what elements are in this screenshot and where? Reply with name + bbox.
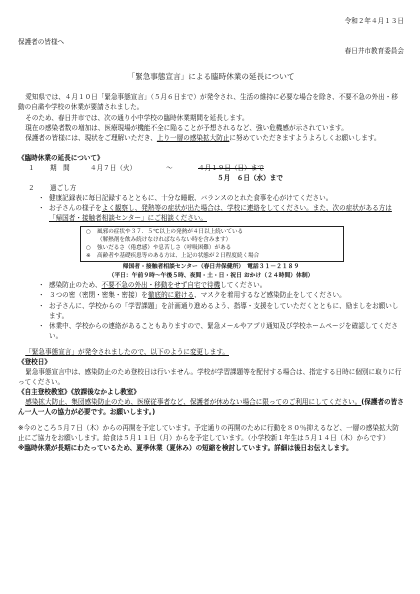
list-item-text: お子さんに、学校からの「学習課題」を計画通り進めるよう、指導・支援をしていただくとともに、励ましをお願いします。 [49, 301, 399, 320]
period-row [18, 163, 404, 173]
sender: 春日井市教育委員会 [344, 47, 404, 56]
list-item [18, 290, 404, 300]
list-item-text-part: ３つの密（密閉・密集・密接）を [49, 291, 148, 300]
list-item [18, 193, 404, 203]
extension-section [18, 153, 404, 341]
bullet: ・ [38, 291, 45, 300]
bullet: ・ [38, 204, 45, 213]
self-study-bold-text: (保護者の皆さん一人一人の協力が必要です。お願いします。) [18, 398, 404, 417]
changes-intro-text: 「緊急事態宣言」が発令されましたので、以下のように変更します。 [25, 347, 229, 356]
self-study-text [18, 397, 404, 417]
symptom-text: 高齢者や基礎疾患等のある方は、上記の状態が２日程度続く場合 [97, 252, 260, 259]
list-item-text: 健康記録表に毎日記録するとともに、十分な睡眠、バランスのとれた食事を心がけてください。 [49, 194, 333, 203]
note: ※臨時休業が長期にわたっているため、夏季休業（夏休み）の短縮を検討しています。詳細は後日お伝えします。 [18, 443, 353, 452]
consultation-center-hours: （平日：午前９時～午後５時、夜間・土・日・祝日 おかけ（２４時間）体制） [108, 272, 314, 279]
list-item-text: 休業中、学校からの連絡があることもありますので、緊急メールやアプリ通知及び学校ホームページを確認してください。 [49, 321, 398, 340]
self-study-underlined-text: 感染拡大防止、集団感染防止のため、医療従事者など、保護者が休めない場合に限ってのご利用にしてください。 [25, 398, 362, 407]
list-item [18, 301, 404, 321]
bullet: ・ [38, 321, 45, 330]
symptom-subline: （解熱剤を飲み続けなければならない時を含みます） [97, 236, 232, 243]
note: ※今のところ５月７日（木）からの再開を予定しています。予定通りの再開のために行動を８０％抑えるなど、一層の感染拡大防止にご協力をお願いします。給食は５月１１日（月）からを予定しています。（小学校新１年生は５月１４日（木）からです） [18, 423, 399, 442]
list-item-text [49, 203, 404, 223]
self-study-heading: 《自主登校教室》《放課後なかよし教室》 [18, 388, 140, 397]
howto-label: 過ごし方 [50, 184, 77, 193]
intro-text: 保護者の皆様には、現状をご理解いただき、 [25, 133, 157, 142]
list-item-text-part: 、マスクを着用するなど感染防止をしてください。 [194, 291, 346, 300]
period-new-end: ５月 ６日（水）まで [217, 174, 283, 183]
symptom-text: 強いだるさ（倦怠感）や息苦しさ（呼吸困難）がある [97, 244, 232, 251]
list-item-underlined-text: 、発熱等の症状が出た場合は、学校に連絡をしてください。また、次の症状がある方は「帰国者・接触者相談センター」にご相談ください。 [49, 204, 392, 223]
changes-intro [18, 347, 404, 357]
item-number: ２ [28, 184, 35, 193]
intro-section [18, 92, 404, 142]
list-item-text [49, 290, 404, 300]
consultation-center-name: 帰国者・接触者相談センター（春日井保健所） 電話３１－２１８９ [122, 263, 300, 270]
school-day-text: 緊急事態宣言中は、感染防止のため登校日は行いません。学校が学習課題等を配付する場合は、指定する日時に個別に取りに行ってください。 [18, 368, 402, 387]
period-label: 期 間 [50, 163, 70, 172]
list-item-underlined-text: 徹底的に避ける [147, 291, 195, 300]
howto-row [18, 183, 404, 193]
list-item [18, 280, 404, 290]
intro-underlined-text: 上り一層の感染拡大防止 [156, 133, 230, 142]
note-mark: ※ [86, 252, 91, 259]
issue-date: 令和２年４月１３日 [344, 17, 404, 25]
item-number: １ [28, 163, 35, 172]
list-item [18, 203, 404, 223]
symptom-line [86, 228, 338, 236]
list-item-text [49, 280, 404, 290]
intro-paragraph: 愛知県では、４月１０日「緊急事態宣言」（５月６日まで）が発令され、生活の維持に必要な場合を除き、不要不急の外出・移動の自粛や学校の休業が要請されました。 [18, 93, 398, 112]
list-item-text-part: してください。 [220, 281, 267, 290]
symptom-text: 風邪の症状や３７．５℃以上の発熱が４日以上続いている [97, 228, 244, 235]
period-old-end: ４月１９日（日）まで [198, 163, 264, 172]
list-item-text-part: 感染防止のため、 [49, 281, 102, 290]
circle-mark: ○ [86, 244, 91, 251]
list-item [18, 321, 404, 341]
symptom-box [80, 226, 344, 262]
list-item-underlined-text: よく観察し [101, 204, 135, 213]
notice-title: 「緊急事態宣言」による臨時休業の延長について [127, 72, 295, 82]
intro-paragraph: 現在の感染者数の増加は、医療現場が機能不全に陥ることが予想されるなど、強い危機感が示されています。 [25, 123, 348, 132]
period-tilde: ～ [166, 163, 173, 172]
symptom-line [86, 244, 338, 252]
school-day-heading: 《登校日》 [18, 357, 51, 366]
bullet: ・ [38, 281, 45, 290]
list-item-underlined-text: 不要不急の外出・移動をせず自宅で待機 [101, 281, 221, 290]
period-start: ４月７日（火） [90, 163, 137, 172]
intro-paragraph [18, 133, 404, 143]
bullet: ・ [38, 194, 45, 203]
symptom-note [86, 252, 338, 260]
list-item-text-part: お子さんの様子を [49, 204, 102, 213]
bullet: ・ [38, 301, 45, 310]
extension-heading: 《臨時休業の延長について》 [18, 153, 104, 162]
addressee: 保護者の皆様へ [18, 38, 65, 47]
circle-mark: ○ [86, 228, 91, 235]
intro-paragraph: そのため、春日井市では、次の通り小中学校の臨時休業期間を延長します。 [25, 113, 249, 122]
intro-text: に努めていただきますようよろしくお願いします。 [229, 133, 381, 142]
